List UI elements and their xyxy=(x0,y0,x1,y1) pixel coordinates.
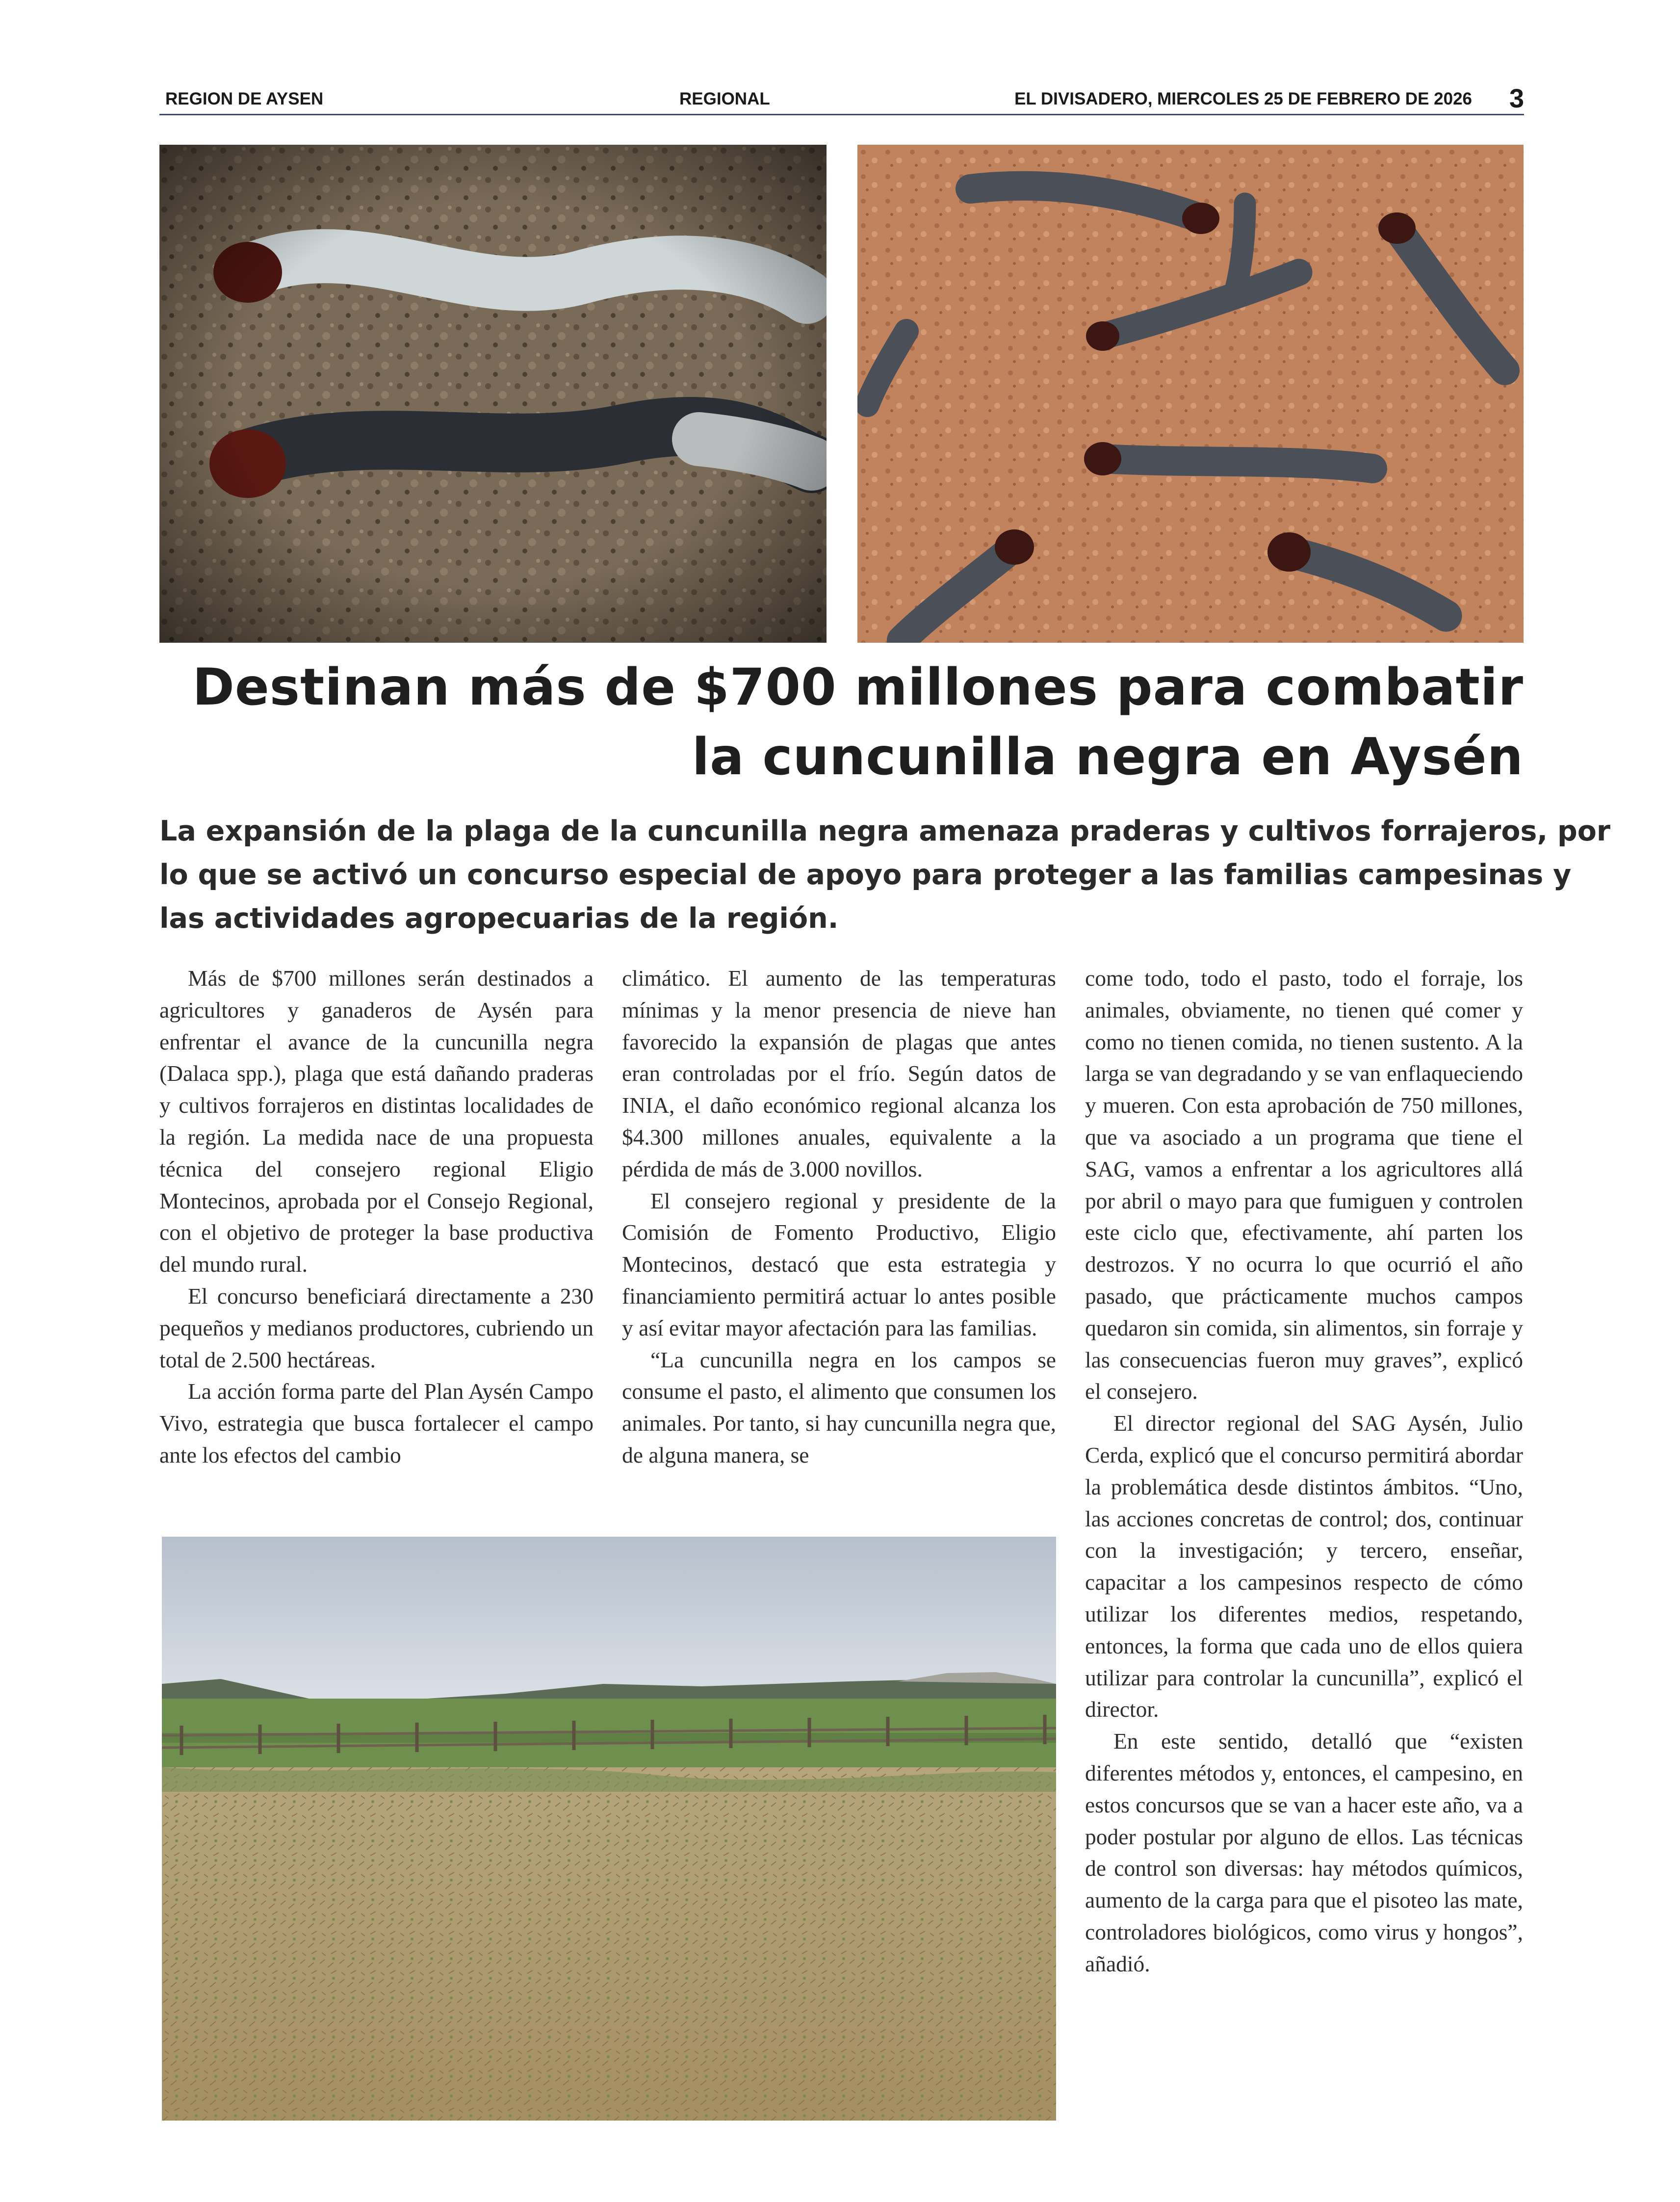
photo-larvae-on-soil xyxy=(857,145,1524,643)
subheadline xyxy=(159,810,1611,941)
article-column-2 xyxy=(622,963,1056,1471)
paragraph: “La cuncunilla negra en los campos se consume el pasto, el alimento que consumen los animales. Por tanto, si hay cuncunilla negra que, de alguna manera, se xyxy=(622,1347,1056,1468)
headline xyxy=(167,653,1524,792)
subheadline-line: las actividades agropecuarias de la región. xyxy=(159,902,839,935)
headline-line-2: la cuncunilla negra en Aysén xyxy=(692,728,1524,786)
paragraph-continued: climático. El aumento de las temperaturas mínimas y la menor presencia de nieve han favorecido la expansión de plagas que antes eran controladas por el frío. Según datos de INIA, el daño económico regional alcanza los $4.300 millones anuales, equivalente a la pérdida de más de 3.000 novillos. xyxy=(622,966,1056,1181)
page-number: 3 xyxy=(1509,84,1524,113)
photo-pasture-landscape xyxy=(162,1537,1056,2121)
header-rule xyxy=(159,114,1524,115)
subheadline-line: lo que se activó un concurso especial de apoyo para proteger a las familias campesinas y xyxy=(159,859,1572,891)
category-label: REGIONAL xyxy=(679,89,770,108)
photo-caterpillars-closeup xyxy=(159,145,827,643)
article-column-1 xyxy=(159,963,594,1471)
paragraph: El consejero regional y presidente de la Comisión de Fomento Productivo, Eligio Montecinos, destacó que esta estrategia y financiamiento permitirá actuar lo antes posible y así evitar mayor afectación para las familias. xyxy=(622,1188,1056,1340)
dateline: EL DIVISADERO, MIERCOLES 25 DE FEBRERO DE 2026 xyxy=(1014,89,1472,108)
paragraph: Más de $700 millones serán destinados a agricultores y ganaderos de Aysén para enfrentar el avance de la cuncunilla negra (Dalaca spp.), plaga que está dañando praderas y cultivos forrajeros en distintas localidades de la región. La medida nace de una propuesta técnica del consejero regional Eligio Montecinos, aprobada por el Consejo Regional, con el objetivo de proteger la base productiva del mundo rural. xyxy=(159,966,594,1277)
page-header xyxy=(159,83,1524,113)
subheadline-line: La expansión de la plaga de la cuncunilla negra amenaza praderas y cultivos forrajeros, por xyxy=(159,815,1611,847)
section-name: REGION DE AYSEN xyxy=(165,89,324,108)
paragraph: El concurso beneficiará directamente a 230 pequeños y medianos productores, cubriendo un total de 2.500 hectáreas. xyxy=(159,1283,594,1372)
paragraph: La acción forma parte del Plan Aysén Campo Vivo, estrategia que busca fortalecer el campo ante los efectos del cambio xyxy=(159,1379,594,1468)
paragraph-continued: come todo, todo el pasto, todo el forraje, los animales, obviamente, no tienen qué comer y como no tienen comida, no tienen sustento. A la larga se van degradando y se van enflaqueciendo y mueren. Con esta aprobación de 750 millones, que va asociado a un programa que tiene el SAG, vamos a enfrentar a los agricultores allá por abril o mayo para que fumiguen y controlen este ciclo que, efectivamente, ahí parten los destrozos. Y no ocurra lo que ocurrió el año pasado, que prácticamente muchos campos quedaron sin comida, sin alimentos, sin forraje y las consecuencias fueron muy graves”, explicó el consejero. xyxy=(1085,966,1523,1404)
paragraph: El director regional del SAG Aysén, Julio Cerda, explicó que el concurso permitirá abordar la problemática desde distintos ámbitos. “Uno, las acciones concretas de control; dos, continuar con la investigación; y tercero, enseñar, capacitar a los campesinos respecto de cómo utilizar los diferentes medios, respetando, entonces, la forma que cada uno de ellos quiera utilizar para controlar la cuncunilla”, explicó el director. xyxy=(1085,1411,1523,1722)
paragraph: En este sentido, detalló que “existen diferentes métodos y, entonces, el campesino, en estos concursos que se van a hacer este año, va a poder postular por alguno de ellos. Las técnicas de control son diversas: hay métodos químicos, aumento de la carga para que el pisoteo las mate, controladores biológicos, como virus y hongos”, añadió. xyxy=(1085,1729,1523,1976)
headline-line-1: Destinan más de $700 millones para combatir xyxy=(192,658,1524,717)
article-column-3 xyxy=(1085,963,1523,1980)
